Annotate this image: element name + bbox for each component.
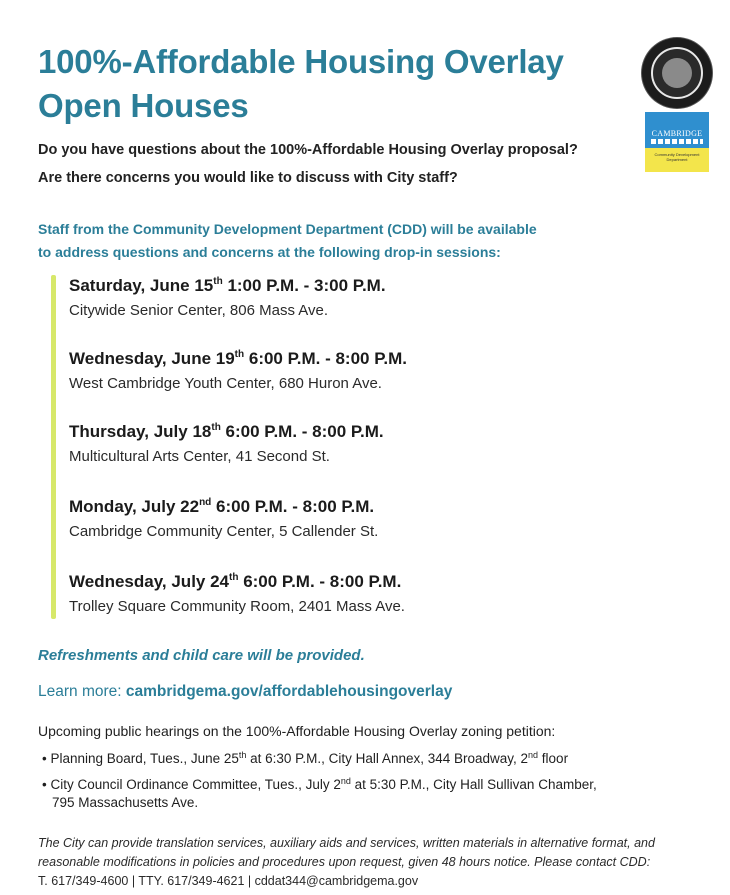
title-line-1: 100%-Affordable Housing Overlay	[38, 43, 564, 80]
event-4-datetime: Monday, July 22nd 6:00 P.M. - 8:00 P.M.	[69, 497, 375, 516]
cdd-logo-subtext: Community Development Department	[654, 152, 700, 162]
question-1: Do you have questions about the 100%-Affordable Housing Overlay proposal?	[38, 142, 578, 158]
sessions-accent-bar	[51, 275, 56, 619]
seal-center	[662, 58, 692, 88]
event-1-place: Citywide Senior Center, 806 Mass Ave.	[69, 302, 329, 319]
event-2-datetime: Wednesday, June 19th 6:00 P.M. - 8:00 P.M.	[69, 349, 407, 368]
cdd-logo-blocks	[651, 139, 703, 144]
hearings-heading: Upcoming public hearings on the 100%-Affordable Housing Overlay zoning petition:	[38, 723, 556, 739]
event-5-place: Trolley Square Community Room, 2401 Mass Ave.	[69, 598, 405, 615]
hearing-city-council: • City Council Ordinance Committee, Tues., July 2nd at 5:30 P.M., City Hall Sullivan Chamber,	[42, 776, 597, 792]
accessibility-notice-line-1: The City can provide translation services, auxiliary aids and services, written materials in alternative format, and	[38, 836, 655, 850]
event-4-place: Cambridge Community Center, 5 Callender St.	[69, 523, 379, 540]
event-3-datetime: Thursday, July 18th 6:00 P.M. - 8:00 P.M.	[69, 422, 384, 441]
hearing-city-council-address: 795 Massachusetts Ave.	[52, 795, 199, 810]
contact-info: T. 617/349-4600 | TTY. 617/349-4621 | cddat344@cambridgema.gov	[38, 874, 419, 888]
city-seal-icon	[642, 38, 712, 108]
learn-more-link[interactable]: cambridgema.gov/affordablehousingoverlay	[125, 683, 453, 700]
seal-ring	[651, 47, 703, 99]
accessibility-notice-line-2: reasonable modifications in policies and procedures upon request, given 48 hours notice. Please contact CDD:	[38, 855, 651, 869]
intro-line-1: Staff from the Community Development Department (CDD) will be available	[38, 221, 537, 237]
title-line-2: Open Houses	[38, 87, 249, 124]
event-2-place: West Cambridge Youth Center, 680 Huron Ave.	[69, 375, 382, 392]
question-2: Are there concerns you would like to discuss with City staff?	[38, 170, 458, 186]
learn-more-label: Learn more:	[38, 683, 126, 700]
event-5-datetime: Wednesday, July 24th 6:00 P.M. - 8:00 P.M.	[69, 572, 402, 591]
event-3-place: Multicultural Arts Center, 41 Second St.	[69, 448, 330, 465]
intro-line-2: to address questions and concerns at the following drop-in sessions:	[38, 244, 501, 260]
cdd-logo	[645, 112, 709, 172]
event-1-datetime: Saturday, June 15th 1:00 P.M. - 3:00 P.M.	[69, 276, 386, 295]
page-title	[38, 40, 628, 128]
learn-more	[38, 683, 452, 701]
cdd-logo-word: CAMBRIDGE	[651, 129, 703, 138]
refreshments-note: Refreshments and child care will be provided.	[38, 647, 365, 664]
hearing-planning-board: • Planning Board, Tues., June 25th at 6:30 P.M., City Hall Annex, 344 Broadway, 2nd floor	[42, 750, 569, 766]
